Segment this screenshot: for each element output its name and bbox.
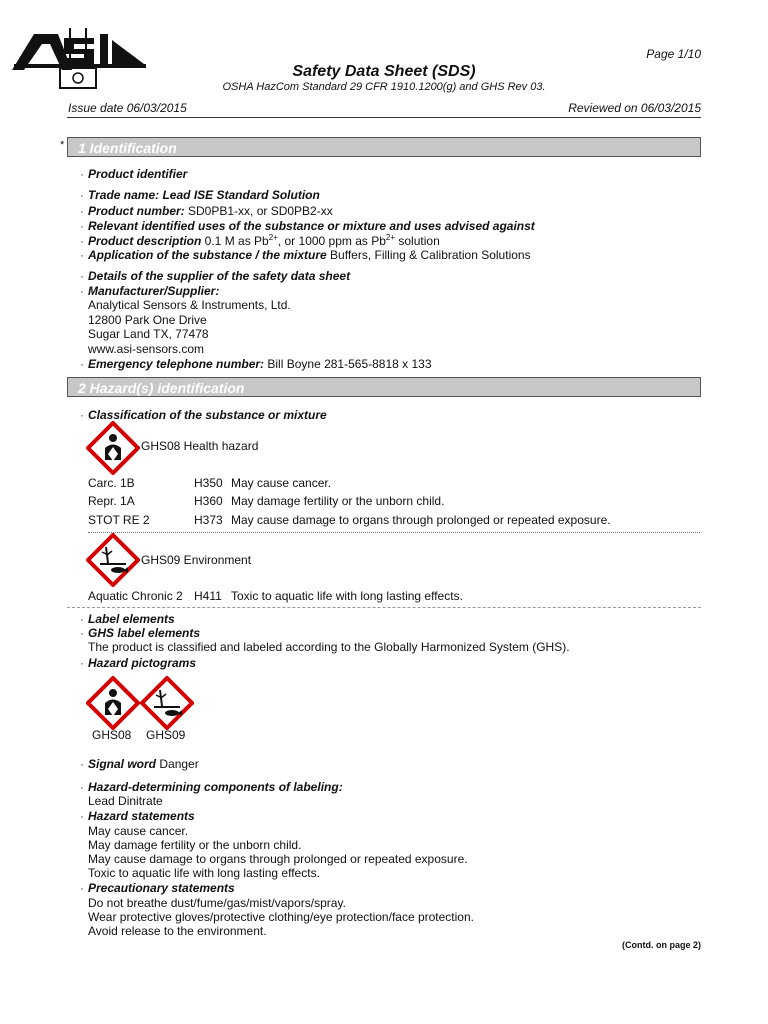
relevant-uses: · Relevant identified uses of the substance or mixture and uses advised against xyxy=(80,219,535,233)
precautionary-label: · Precautionary statements xyxy=(80,881,235,895)
product-description: · Product description 0.1 M as $Pb^{2+}$, or 1000 ppm as $Pb^{2+}$ solution xyxy=(80,233,440,248)
health-hazard-icon xyxy=(86,421,140,475)
supplier-details: · Details of the supplier of the safety data sheet xyxy=(80,269,351,283)
hazard-statement: Toxic to aquatic life with long lasting effects. xyxy=(88,866,320,880)
environment-icon xyxy=(140,676,194,730)
trade-name: · Trade name: Lead ISE Standard Solution xyxy=(80,188,320,202)
hazard-statement: May damage fertility or the unborn child. xyxy=(88,838,302,852)
pictogram-label: GHS09 xyxy=(146,728,186,742)
document-title: Safety Data Sheet (SDS) xyxy=(292,63,476,80)
hazard-code: H360 xyxy=(194,494,223,508)
header-rule xyxy=(67,117,701,118)
reviewed-date: Reviewed on 06/03/2015 xyxy=(568,101,701,115)
pictogram-label: GHS08 xyxy=(92,728,132,742)
environment-icon xyxy=(86,533,140,587)
address-line: 12800 Park One Drive xyxy=(88,313,207,327)
ghs-statement: The product is classified and labeled according to the Globally Harmonized System (GHS). xyxy=(88,640,570,654)
divider xyxy=(67,607,701,608)
hazard-text: May damage fertility or the unborn child. xyxy=(231,494,445,508)
hazard-components: · Hazard-determining components of labeling: xyxy=(80,780,343,794)
section-2-heading: 2 Hazard(s) identification xyxy=(67,377,701,397)
product-number: · Product number: SD0PB1-xx, or SD0PB2-xx xyxy=(80,204,333,218)
product-identifier: · Product identifier xyxy=(80,167,188,181)
precautionary-statement: Avoid release to the environment. xyxy=(88,924,267,938)
hazard-class: Carc. 1B xyxy=(88,476,135,490)
hazard-pictograms: · Hazard pictograms xyxy=(80,656,197,670)
revision-marker: * xyxy=(60,139,65,151)
address-line: Sugar Land TX, 77478 xyxy=(88,327,209,341)
section-1-heading: 1 Identification xyxy=(67,137,701,157)
hazard-code: H411 xyxy=(194,589,222,603)
continued-note: (Contd. on page 2) xyxy=(622,940,701,950)
ghs-label-elements: · GHS label elements xyxy=(80,626,201,640)
emergency-phone: · Emergency telephone number: Bill Boyne 281-565-8818 x 133 xyxy=(80,357,432,371)
precautionary-statement: Wear protective gloves/protective clothing/eye protection/face protection. xyxy=(88,910,474,924)
ghs08-label: GHS08 Health hazard xyxy=(141,439,259,453)
page-number: Page 1/10 xyxy=(646,47,701,61)
component: Lead Dinitrate xyxy=(88,794,163,808)
hazard-text: Toxic to aquatic life with long lasting effects. xyxy=(231,589,463,603)
label-elements: · Label elements xyxy=(80,612,175,626)
hazard-text: May cause cancer. xyxy=(231,476,332,490)
ghs09-label: GHS09 Environment xyxy=(141,553,252,567)
application: · Application of the substance / the mixture Buffers, Filling & Calibration Solutions xyxy=(80,248,531,262)
document-subtitle: OSHA HazCom Standard 29 CFR 1910.1200(g) and GHS Rev 03. xyxy=(222,81,546,93)
health-hazard-icon xyxy=(86,676,140,730)
issue-date: Issue date 06/03/2015 xyxy=(68,101,187,115)
hazard-class: Repr. 1A xyxy=(88,494,135,508)
hazard-class: Aquatic Chronic 2 xyxy=(88,589,183,603)
hazard-code: H373 xyxy=(194,513,223,527)
website-link[interactable]: www.asi-sensors.com xyxy=(88,342,205,356)
hazard-statement: May cause cancer. xyxy=(88,824,189,838)
hazard-statement: May cause damage to organs through prolonged or repeated exposure. xyxy=(88,852,468,866)
precautionary-statement: Do not breathe dust/fume/gas/mist/vapors/spray. xyxy=(88,896,346,910)
manufacturer-label: · Manufacturer/Supplier: xyxy=(80,284,220,298)
hazard-text: May cause damage to organs through prolonged or repeated exposure. xyxy=(231,513,611,527)
divider xyxy=(88,532,700,533)
hazard-statements-label: · Hazard statements xyxy=(80,809,195,823)
hazard-class: STOT RE 2 xyxy=(88,513,150,527)
classification: · Classification of the substance or mixture xyxy=(80,408,327,422)
signal-word: · Signal word Danger xyxy=(80,757,199,771)
hazard-code: H350 xyxy=(194,476,223,490)
address-line: Analytical Sensors & Instruments, Ltd. xyxy=(88,298,291,312)
